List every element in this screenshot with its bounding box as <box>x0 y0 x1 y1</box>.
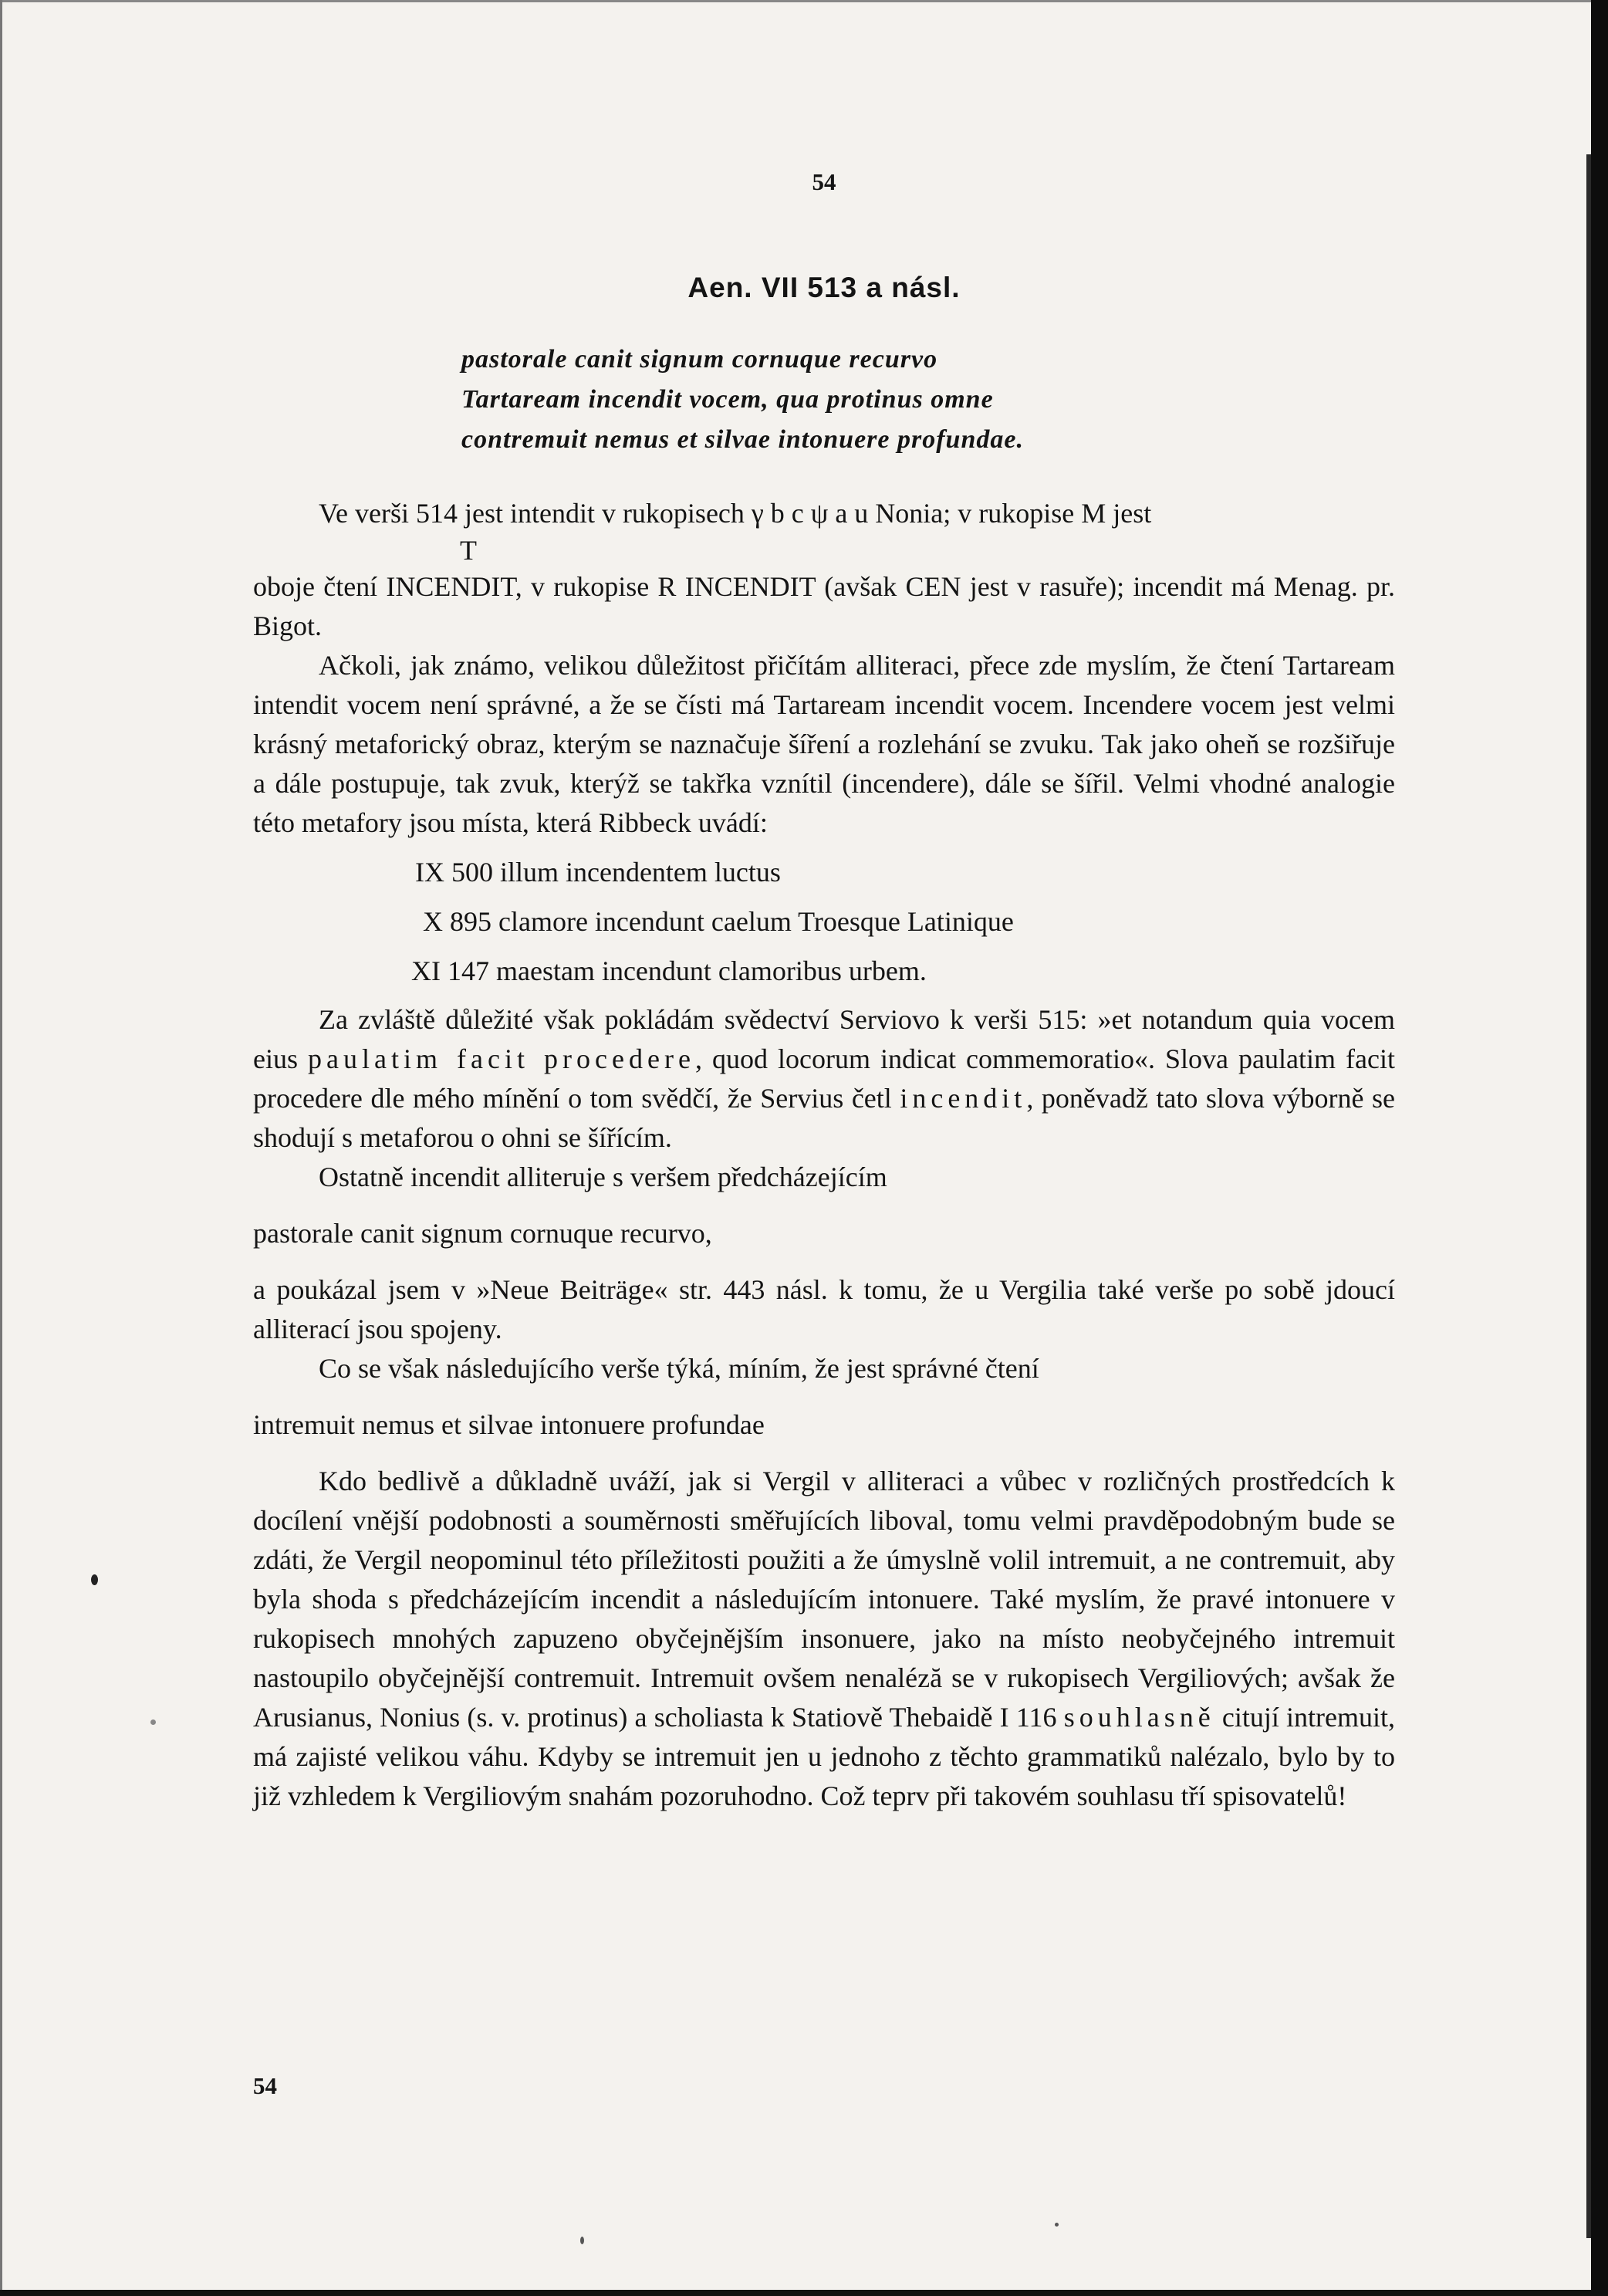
paragraph-6: Co se však následujícího verše týká, míním, že jest správné čtení <box>319 1353 1039 1384</box>
paragraph-2: Ačkoli, jak známo, velikou důležitost přičítám alliteraci, přece zde myslím, že čtení Tartaream intendit vocem není správné, a že se čísti má Tartaream incendit vocem. Incendere vocem jest velmi krásný metaforický obraz, kterým se naznačuje šíření a rozlehání se zvuku. Tak jako oheň se rozšiřuje a dále postupuje, tak zvuk, kterýž se takřka vznítil (incendere), dále se šířil. Velmi vhodné analogie této metafory jsou místa, která Ribbeck uvádí: <box>253 650 1395 838</box>
centered-verse-canit: pastorale canit signum cornuque recurvo, <box>253 1218 712 1249</box>
centered-verse-intremuit: intremuit nemus et silvae intonuere profundae <box>253 1409 765 1440</box>
body-text <box>253 494 1395 1816</box>
paragraph-1-rest: oboje čtení INCENDIT, v rukopise R INCENDIT (avšak CEN jest v rasuře); incendit má Menag. pr. Bigot. <box>253 571 1395 641</box>
verse-line: pastorale canit signum cornuque recurvo <box>461 345 938 374</box>
quote-line: X 895 clamore incendunt caelum Troesque Latinique <box>423 906 1014 937</box>
spaced-emphasis: incendit <box>900 1083 1027 1114</box>
verse-quotation <box>461 340 1024 460</box>
paragraph-1-line1: Ve verši 514 jest intendit v rukopisech γ b c ψ a u Nonia; v rukopise M jest <box>319 498 1152 529</box>
quote-line: XI 147 maestam incendunt clamoribus urbem. <box>411 955 927 986</box>
spaced-emphasis: souhlasně <box>1063 1702 1215 1733</box>
scan-border-left <box>0 0 2 2296</box>
scan-speck <box>580 2237 584 2244</box>
section-heading: Aen. VII 513 a násl. <box>687 272 961 303</box>
page-number-top: 54 <box>812 168 836 195</box>
scan-speck <box>1055 2223 1059 2227</box>
scan-border-right <box>1591 0 1608 2296</box>
scan-speck <box>91 1574 98 1585</box>
paragraph-7: Kdo bedlivě a důkladně uváží, jak si Vergil v alliteraci a vůbec v rozličných prostředcích k docílení vnější podobnosti a souměrnosti směřujících liboval, tomu velmi pravděpodobným bude se zdáti, že Vergil neopominul této příležitosti použiti a že úmyslně volil intremuit, a ne contremuit, aby byla shoda s předcházejícím incendit a následujícím intonuere. Také myslím, že pravé intonuere v rukopisech mnohých zapuzeno obyčejnějším insonuere, jako na místo neobyčejného intremuit nastoupilo obyčejnější contremuit. Intremuit ovšem nenaléză se v rukopisech Vergiliových; avšak že Arusianus, Nonius (s. v. protinus) a scholiasta k Statiově Thebaidě I 116 souhlasně citují intremuit, má zajisté velikou váhu. Kdyby se intremuit jen u jednoho z těchto grammatiků nalézalo, bylo by to již vzhledem k Vergiliovým snahám pozoruhodno. Což teprv při takovém souhlasu tří spisovatelů! <box>253 1466 1396 1811</box>
superscript-annotation: T <box>460 535 477 566</box>
verse-line: Tartaream incendit vocem, qua protinus omne <box>461 385 994 414</box>
paragraph-4: Ostatně incendit alliteruje s veršem předcházejícím <box>319 1162 887 1192</box>
paragraph-3: Za zvláště důležité však pokládám svědectví Serviovo k verši 515: »et notandum quia vocem eius paulatim facit procedere, quod locorum indicat commemoratio«. Slova paulatim facit procedere dle mého mínění o tom svědčí, že Servius četl incendit, poněvadž tato slova výborně se shodují s metaforou o ohni se šířícím. <box>253 1004 1395 1153</box>
quote-line: IX 500 illum incendentem luctus <box>415 857 781 888</box>
spaced-emphasis: paulatim facit procedere <box>308 1043 695 1074</box>
scan-border-top <box>0 0 1608 2</box>
scan-speck <box>150 1719 156 1725</box>
paragraph-5: a poukázal jsem v »Neue Beiträge« str. 443 násl. k tomu, že u Vergilia také verše po sobě jdoucí alliterací jsou spojeny. <box>253 1274 1395 1344</box>
scan-border-bottom <box>0 2290 1608 2296</box>
verse-line: contremuit nemus et silvae intonuere profundae. <box>461 425 1024 454</box>
binding-shadow <box>1586 154 1591 2238</box>
page-number-bottom: 54 <box>253 2072 277 2099</box>
